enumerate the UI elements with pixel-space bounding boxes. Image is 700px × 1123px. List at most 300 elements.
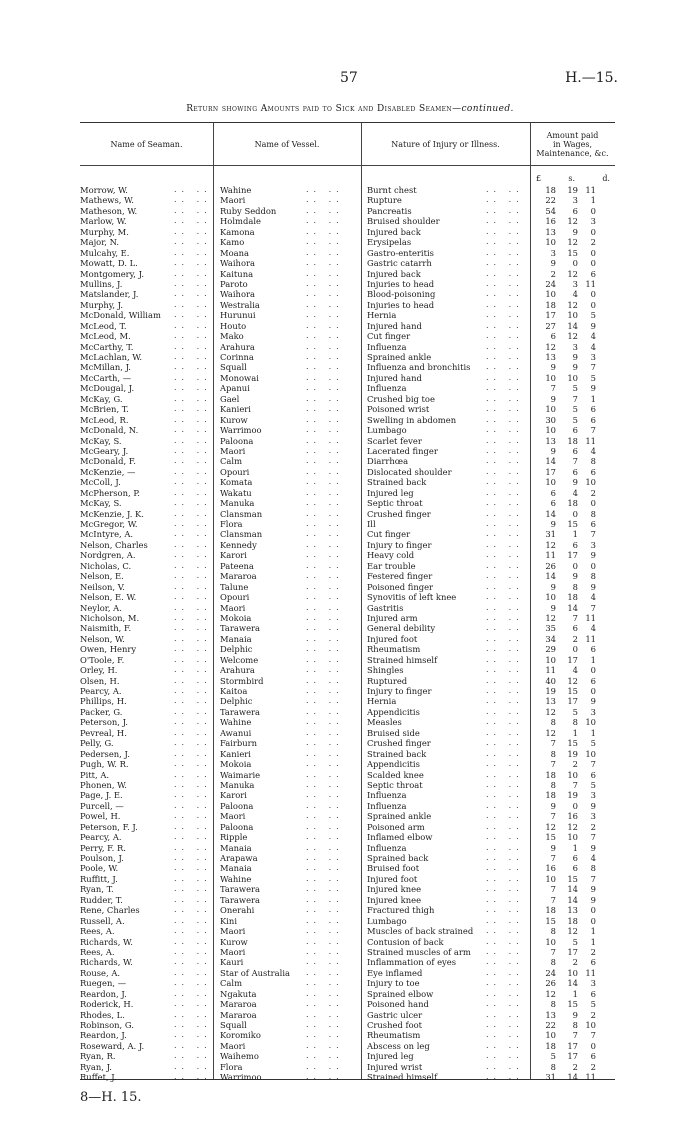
leader-dots: .. ..	[486, 842, 524, 852]
injury-nature: Rupture	[367, 195, 402, 206]
table-row	[80, 926, 615, 936]
amount-pence: 7	[590, 362, 596, 373]
amount-shillings: 2	[572, 1061, 578, 1072]
vessel-name: Calm	[220, 456, 243, 467]
leader-dots: .. ..	[174, 341, 212, 351]
vessel-name: Stormbird	[220, 675, 264, 686]
seaman-name: McDougal, J.	[80, 383, 135, 394]
table-row	[80, 342, 615, 352]
leader-dots: .. ..	[174, 581, 212, 591]
unit-shillings: s.	[568, 174, 576, 183]
amount-pounds: 12	[545, 539, 556, 550]
amount-pounds: 14	[545, 508, 556, 519]
leader-dots: .. ..	[486, 1051, 524, 1061]
leader-dots: .. ..	[174, 915, 212, 925]
table-row	[80, 999, 615, 1009]
leader-dots: .. ..	[174, 195, 212, 205]
injury-nature: Strained himself	[367, 1072, 438, 1083]
amount-shillings: 9	[572, 477, 578, 488]
table-row	[80, 749, 615, 759]
seaman-name: Richards, W.	[80, 936, 133, 947]
amount-shillings: 6	[572, 445, 578, 456]
leader-dots: .. ..	[306, 936, 344, 946]
leader-dots: .. ..	[486, 779, 524, 789]
leader-dots: .. ..	[306, 832, 344, 842]
leader-dots: .. ..	[486, 759, 524, 769]
seaman-name: Roseward, A. J.	[80, 1040, 145, 1051]
table-caption	[0, 104, 700, 114]
amount-pounds: 18	[545, 185, 556, 195]
leader-dots: .. ..	[486, 894, 524, 904]
seaman-name: Nelson, E.	[80, 571, 124, 582]
leader-dots: .. ..	[306, 853, 344, 862]
amount-shillings: 1	[572, 529, 578, 540]
table-row	[80, 790, 615, 800]
seaman-name: Nelson, E. W.	[80, 592, 137, 603]
leader-dots: .. ..	[174, 727, 212, 737]
amount-pounds: 7	[550, 884, 556, 895]
amount-pence: 8	[590, 571, 596, 582]
leader-dots: .. ..	[306, 404, 344, 414]
amount-shillings: 1	[572, 842, 578, 853]
amount-pence: 0	[590, 299, 596, 310]
amount-pence: 7	[590, 425, 596, 436]
leader-dots: .. ..	[486, 717, 524, 727]
table-row	[80, 738, 615, 748]
vessel-name: Kamo	[220, 237, 245, 248]
leader-dots: .. ..	[486, 268, 524, 278]
injury-nature: Poisoned finger	[367, 581, 434, 592]
seaman-name: McBrien, T.	[80, 404, 129, 415]
amount-shillings: 9	[572, 226, 578, 237]
leader-dots: .. ..	[174, 185, 212, 194]
vessel-name: Monowai	[220, 372, 259, 383]
leader-dots: .. ..	[306, 727, 344, 737]
vessel-name: Clansman	[220, 529, 263, 540]
injury-nature: Injury to finger	[367, 539, 432, 550]
table-row	[80, 717, 615, 727]
table-row	[80, 895, 615, 905]
table-row	[80, 1010, 615, 1020]
unit-pounds: £	[536, 174, 542, 183]
amount-pounds: 12	[545, 706, 556, 717]
table-row	[80, 373, 615, 383]
leader-dots: .. ..	[174, 717, 212, 727]
leader-dots: .. ..	[174, 884, 212, 894]
injury-nature: Appendicitis	[367, 759, 420, 770]
vessel-name: Waihemo	[220, 1051, 259, 1062]
leader-dots: .. ..	[486, 602, 524, 612]
seaman-name: Montgomery, J.	[80, 268, 144, 279]
amount-pence: 7	[590, 759, 596, 770]
table-row	[80, 874, 615, 884]
caption-continued: continued.	[461, 104, 514, 114]
leader-dots: .. ..	[174, 706, 212, 716]
leader-dots: .. ..	[486, 623, 524, 633]
vessel-name: Tarawera	[220, 623, 261, 634]
seaman-name: McLeod, M.	[80, 331, 131, 342]
vessel-name: Karori	[220, 790, 247, 801]
injury-nature: Ruptured	[367, 675, 408, 686]
injury-nature: Sprained back	[367, 853, 429, 863]
amount-shillings: 4	[572, 289, 578, 300]
leader-dots: .. ..	[486, 331, 524, 341]
table-row	[80, 989, 615, 999]
amount-shillings: 10	[567, 832, 578, 843]
amount-pounds: 3	[550, 247, 556, 258]
seaman-name: McKay, G.	[80, 393, 123, 404]
leader-dots: .. ..	[486, 1030, 524, 1040]
table-row	[80, 216, 615, 226]
leader-dots: .. ..	[174, 1030, 212, 1040]
amount-pounds: 7	[550, 759, 556, 770]
seaman-name: Russell, A.	[80, 915, 125, 926]
leader-dots: .. ..	[306, 498, 344, 508]
leader-dots: .. ..	[174, 289, 212, 299]
leader-dots: .. ..	[306, 1072, 344, 1082]
amount-pence: 0	[590, 289, 596, 300]
leader-dots: .. ..	[306, 1020, 344, 1029]
leader-dots: .. ..	[486, 362, 524, 372]
table-row	[80, 665, 615, 675]
seaman-name: Peterson, J.	[80, 717, 128, 728]
vessel-name: Kauri	[220, 957, 244, 968]
amount-pounds: 6	[550, 331, 556, 342]
amount-shillings: 18	[567, 915, 578, 926]
leader-dots: .. ..	[486, 905, 524, 915]
seaman-name: Ryan, R.	[80, 1051, 116, 1062]
injury-nature: Gastritis	[367, 602, 404, 613]
injury-nature: Lumbago	[367, 915, 407, 926]
leader-dots: .. ..	[174, 759, 212, 769]
leader-dots: .. ..	[174, 560, 212, 570]
amount-pounds: 9	[550, 581, 556, 592]
seaman-name: Rhodes, L.	[80, 1009, 125, 1020]
amount-pence: 3	[590, 811, 596, 822]
table-row	[80, 832, 615, 842]
injury-nature: Injured wrist	[367, 1061, 423, 1072]
leader-dots: .. ..	[486, 352, 524, 361]
leader-dots: .. ..	[486, 320, 524, 330]
seaman-name: Richards, W.	[80, 957, 133, 968]
vessel-name: Kurow	[220, 414, 248, 425]
leader-dots: .. ..	[306, 717, 344, 727]
injury-nature: Crushed big toe	[367, 393, 435, 404]
seaman-name: Pearcy, A.	[80, 686, 122, 696]
leader-dots: .. ..	[306, 268, 344, 278]
injury-nature: Injured knee	[367, 894, 422, 905]
table-row	[80, 331, 615, 341]
leader-dots: .. ..	[174, 946, 212, 956]
amount-pounds: 12	[545, 988, 556, 999]
amount-pence: 11	[585, 612, 596, 623]
leader-dots: .. ..	[174, 498, 212, 508]
seaman-name: O'Toole, F.	[80, 654, 125, 665]
leader-dots: .. ..	[306, 1051, 344, 1061]
injury-nature: Injured leg	[367, 487, 414, 498]
amount-pence: 6	[590, 644, 596, 655]
column-header-name: Name of Seaman.	[110, 139, 183, 149]
seaman-name: Phillips, H.	[80, 696, 127, 707]
table-row	[80, 477, 615, 487]
leader-dots: .. ..	[174, 571, 212, 581]
amount-shillings: 13	[567, 905, 578, 916]
vessel-name: Mararoa	[220, 1009, 257, 1020]
leader-dots: .. ..	[306, 435, 344, 445]
amount-shillings: 12	[567, 299, 578, 310]
vessel-name: Kurow	[220, 936, 248, 947]
amount-pounds: 12	[545, 821, 556, 832]
amount-pounds: 16	[545, 863, 556, 874]
amount-pence: 0	[590, 247, 596, 258]
leader-dots: .. ..	[174, 226, 212, 236]
leader-dots: .. ..	[486, 247, 524, 257]
amount-pence: 10	[585, 717, 596, 728]
amount-pence: 2	[590, 237, 596, 248]
amount-shillings: 18	[567, 498, 578, 509]
leader-dots: .. ..	[486, 612, 524, 622]
leader-dots: .. ..	[306, 310, 344, 320]
amount-shillings: 6	[572, 466, 578, 477]
table-row	[80, 456, 615, 466]
leader-dots: .. ..	[486, 790, 524, 800]
amount-pence: 2	[590, 946, 596, 957]
table-row	[80, 728, 615, 738]
injury-nature: Eye inflamed	[367, 967, 423, 978]
amount-shillings: 17	[567, 696, 578, 707]
injury-nature: Influenza	[367, 800, 407, 811]
seaman-name: Ryan, J.	[80, 1061, 112, 1072]
injury-nature: Festered finger	[367, 571, 433, 582]
amount-shillings: 15	[567, 686, 578, 696]
vessel-name: Maori	[220, 195, 246, 206]
seaman-name: Nelson, W.	[80, 633, 125, 644]
injury-nature: Appendicitis	[367, 706, 420, 717]
seaman-name: Nicholson, M.	[80, 612, 140, 623]
seaman-name: Murphy, J.	[80, 299, 124, 310]
amount-pence: 9	[590, 842, 596, 853]
vessel-name: Pateena	[220, 560, 254, 571]
vessel-name: Mako	[220, 331, 244, 342]
amount-pounds: 10	[545, 477, 556, 488]
amount-pounds: 9	[550, 800, 556, 811]
amount-pence: 11	[585, 967, 596, 978]
leader-dots: .. ..	[174, 821, 212, 831]
leader-dots: .. ..	[174, 205, 212, 215]
amount-pounds: 15	[545, 832, 556, 843]
vessel-name: Wahine	[220, 717, 252, 728]
amount-pence: 0	[590, 665, 596, 676]
amount-pounds: 9	[550, 519, 556, 529]
leader-dots: .. ..	[486, 873, 524, 883]
vessel-name: Komata	[220, 477, 253, 488]
amount-pence: 3	[590, 706, 596, 717]
leader-dots: .. ..	[306, 341, 344, 351]
leader-dots: .. ..	[306, 675, 344, 685]
table-row	[80, 801, 615, 811]
injury-nature: Crushed finger	[367, 738, 431, 749]
injury-nature: Measles	[367, 717, 402, 728]
table-row	[80, 519, 615, 529]
leader-dots: .. ..	[306, 821, 344, 831]
leader-dots: .. ..	[306, 445, 344, 455]
seaman-name: Mathews, W.	[80, 195, 134, 206]
amount-pence: 6	[590, 414, 596, 425]
table-row	[80, 884, 615, 894]
leader-dots: .. ..	[174, 665, 212, 675]
table-row	[80, 1020, 615, 1030]
leader-dots: .. ..	[486, 853, 524, 862]
leader-dots: .. ..	[486, 988, 524, 998]
injury-nature: Cut finger	[367, 529, 411, 540]
leader-dots: .. ..	[486, 738, 524, 748]
leader-dots: .. ..	[306, 759, 344, 769]
injury-nature: Gastric catarrh	[367, 258, 432, 269]
amount-pence: 6	[590, 675, 596, 686]
injury-nature: Septic throat	[367, 498, 423, 509]
table-row	[80, 916, 615, 926]
vessel-name: Kennedy	[220, 539, 257, 550]
leader-dots: .. ..	[174, 696, 212, 706]
seaman-name: Mulcahy, E.	[80, 247, 130, 258]
leader-dots: .. ..	[306, 331, 344, 341]
leader-dots: .. ..	[486, 466, 524, 476]
amount-shillings: 10	[567, 769, 578, 780]
leader-dots: .. ..	[486, 185, 524, 194]
amount-pounds: 11	[545, 550, 556, 561]
leader-dots: .. ..	[174, 456, 212, 466]
seaman-name: McDonald, William	[80, 310, 161, 321]
vessel-name: Paloona	[220, 821, 254, 832]
amount-shillings: 17	[567, 946, 578, 957]
seaman-name: Marlow, W.	[80, 216, 127, 227]
leader-dots: .. ..	[174, 352, 212, 361]
returns-table	[80, 122, 615, 1083]
seaman-name: McKenzie, —	[80, 466, 136, 477]
amount-pounds: 6	[550, 498, 556, 509]
table-row	[80, 707, 615, 717]
amount-pence: 11	[585, 1072, 596, 1083]
amount-shillings: 14	[567, 978, 578, 989]
amount-pounds: 22	[545, 1020, 556, 1030]
seaman-name: McPherson, P.	[80, 487, 140, 498]
vessel-name: Mararoa	[220, 999, 257, 1010]
leader-dots: .. ..	[486, 414, 524, 424]
leader-dots: .. ..	[486, 1009, 524, 1019]
amount-shillings: 12	[567, 268, 578, 279]
amount-pence: 7	[590, 602, 596, 613]
leader-dots: .. ..	[486, 487, 524, 497]
amount-pence: 6	[590, 268, 596, 279]
vessel-name: Talune	[220, 581, 249, 592]
leader-dots: .. ..	[486, 946, 524, 956]
amount-pounds: 17	[545, 310, 556, 321]
vessel-name: Maori	[220, 1040, 246, 1051]
leader-dots: .. ..	[486, 1040, 524, 1050]
leader-dots: .. ..	[174, 936, 212, 946]
amount-pence: 11	[585, 633, 596, 644]
vessel-name: Wahine	[220, 873, 252, 884]
seaman-name: Olsen, H.	[80, 675, 120, 686]
leader-dots: .. ..	[174, 320, 212, 330]
leader-dots: .. ..	[174, 790, 212, 800]
amount-shillings: 12	[567, 237, 578, 248]
leader-dots: .. ..	[486, 581, 524, 591]
leader-dots: .. ..	[486, 456, 524, 466]
vessel-name: Tarawera	[220, 894, 261, 905]
amount-pence: 6	[590, 1051, 596, 1062]
leader-dots: .. ..	[306, 873, 344, 883]
leader-dots: .. ..	[174, 602, 212, 612]
leader-dots: .. ..	[306, 519, 344, 528]
amount-pounds: 13	[545, 352, 556, 362]
injury-nature: Lumbago	[367, 425, 407, 436]
amount-shillings: 15	[567, 873, 578, 884]
amount-pounds: 10	[545, 936, 556, 947]
vessel-name: Flora	[220, 519, 243, 529]
seaman-name: Phonen, W.	[80, 779, 127, 790]
amount-shillings: 3	[572, 341, 578, 352]
leader-dots: .. ..	[174, 425, 212, 435]
amount-pence: 0	[590, 905, 596, 916]
leader-dots: .. ..	[306, 320, 344, 330]
seaman-name: Ruffitt, J.	[80, 873, 118, 884]
injury-nature: Ear trouble	[367, 560, 416, 571]
amount-shillings: 8	[572, 581, 578, 592]
leader-dots: .. ..	[174, 800, 212, 810]
amount-pounds: 29	[545, 644, 556, 655]
table-row	[80, 696, 615, 706]
amount-pence: 6	[590, 769, 596, 780]
leader-dots: .. ..	[306, 706, 344, 716]
amount-pounds: 13	[545, 696, 556, 707]
leader-dots: .. ..	[306, 967, 344, 977]
leader-dots: .. ..	[174, 404, 212, 414]
vessel-name: Mararoa	[220, 571, 257, 582]
amount-pence: 9	[590, 696, 596, 707]
amount-pence: 2	[590, 487, 596, 498]
leader-dots: .. ..	[306, 800, 344, 810]
seaman-name: McColl, J.	[80, 477, 121, 488]
seaman-name: Robinson, G.	[80, 1020, 134, 1030]
amount-pounds: 8	[550, 1061, 556, 1072]
amount-pence: 0	[590, 915, 596, 926]
leader-dots: .. ..	[306, 487, 344, 497]
leader-dots: .. ..	[174, 748, 212, 758]
table-row	[80, 968, 615, 978]
vessel-name: Corinna	[220, 352, 254, 362]
leader-dots: .. ..	[306, 529, 344, 539]
seaman-name: Reardon, J.	[80, 1030, 127, 1041]
amount-pounds: 54	[545, 205, 556, 216]
page-number: 57	[340, 70, 358, 86]
leader-dots: .. ..	[174, 508, 212, 518]
injury-nature: Diarrhœa	[367, 456, 409, 467]
amount-pounds: 9	[550, 602, 556, 613]
leader-dots: .. ..	[486, 1061, 524, 1071]
leader-dots: .. ..	[174, 435, 212, 445]
seaman-name: Morrow, W.	[80, 185, 128, 195]
amount-pounds: 18	[545, 790, 556, 801]
vessel-name: Koromiko	[220, 1030, 261, 1041]
vessel-name: Clansman	[220, 508, 263, 519]
vessel-name: Karori	[220, 550, 247, 561]
amount-pence: 6	[590, 404, 596, 415]
amount-pence: 7	[590, 873, 596, 884]
vessel-name: Waihora	[220, 289, 255, 300]
table-row	[80, 759, 615, 769]
vessel-name: Kaitoa	[220, 686, 248, 696]
